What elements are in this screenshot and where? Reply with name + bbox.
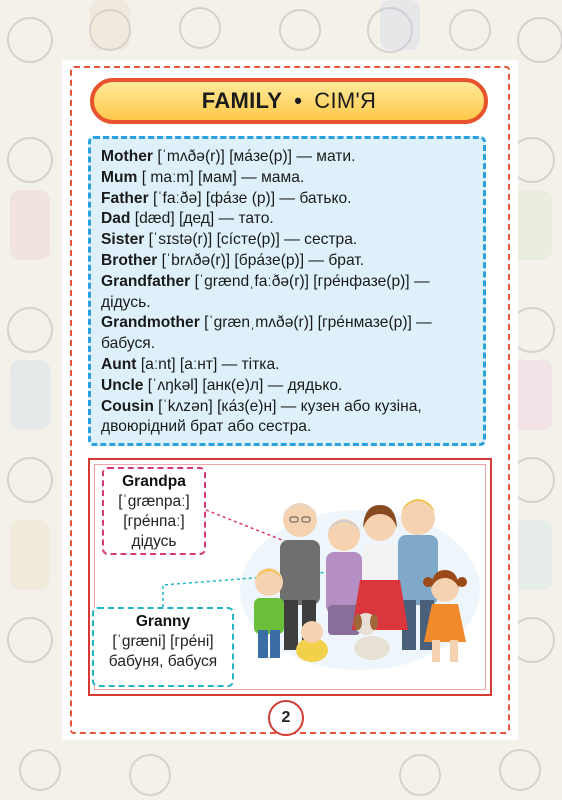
granny-transcription: [ˈɡræni] [гре́ні] [112,633,214,650]
vocab-definition: [ˈɡrænˌmʌðə(r)] [гре́нмазе(р)] — бабуся. [101,314,432,353]
title-english: FAMILY [201,88,283,113]
vocab-definition: [ maːm] [мам] — мама. [137,168,305,186]
title-ukrainian: СІМ'Я [314,88,377,113]
vocab-word: Father [101,189,149,207]
vocab-definition: [dæd] [дед] — тато. [130,210,274,228]
vocab-definition: [ˈbrʌðə(r)] [бра́зе(р)] — брат. [157,251,365,269]
vocab-word: Brother [101,251,158,269]
vocab-definition: [ˈɡrændˌfaːðə(r)] [гре́нфазе(р)] — дідусь. [101,272,430,311]
grandpa-transcription: [ˈɡrænpaː] [118,493,190,510]
granny-label [92,607,234,687]
vocab-word: Dad [101,210,131,228]
vocab-definition: [ˈʌŋkəl] [анк(е)л] — дядько. [143,376,343,394]
vocab-word: Aunt [101,355,137,373]
vocab-definition: [ˈsɪstə(r)] [сíсте(р)] — сестра. [144,231,358,249]
boy-figure [254,568,284,658]
vocab-word: Mum [101,168,138,186]
grandpa-translation: дідусь [131,533,177,550]
vocab-word: Mother [101,148,153,165]
page-number: 2 [268,700,304,736]
vocab-word: Uncle [101,376,144,394]
vocab-definition: [ˈmʌðə(r)] [ма́зе(р)] — мати. [152,148,356,165]
title-separator: • [294,88,303,113]
vocab-definition: [aːnt] [аːнт] — тітка. [136,355,280,373]
vocab-word: Sister [101,231,145,249]
vocab-word: Cousin [101,397,154,415]
vocab-definition: [ˈfaːðə] [фа́зе (р)] — батько. [148,189,352,207]
grandpa-reading: [гре́нпаː] [123,513,185,530]
granny-translation: бабуня, бабуся [108,653,218,670]
vocab-definition: [ˈkʌzən] [ка́з(е)н] — кузен або кузіна, двоюрідний брат або сестра. [101,397,422,436]
grandpa-word: Grandpa [122,473,186,490]
granny-word: Granny [135,613,191,630]
vocab-word: Grandmother [101,314,200,332]
grandpa-label [102,467,206,555]
vocab-word: Grandfather [101,272,191,290]
